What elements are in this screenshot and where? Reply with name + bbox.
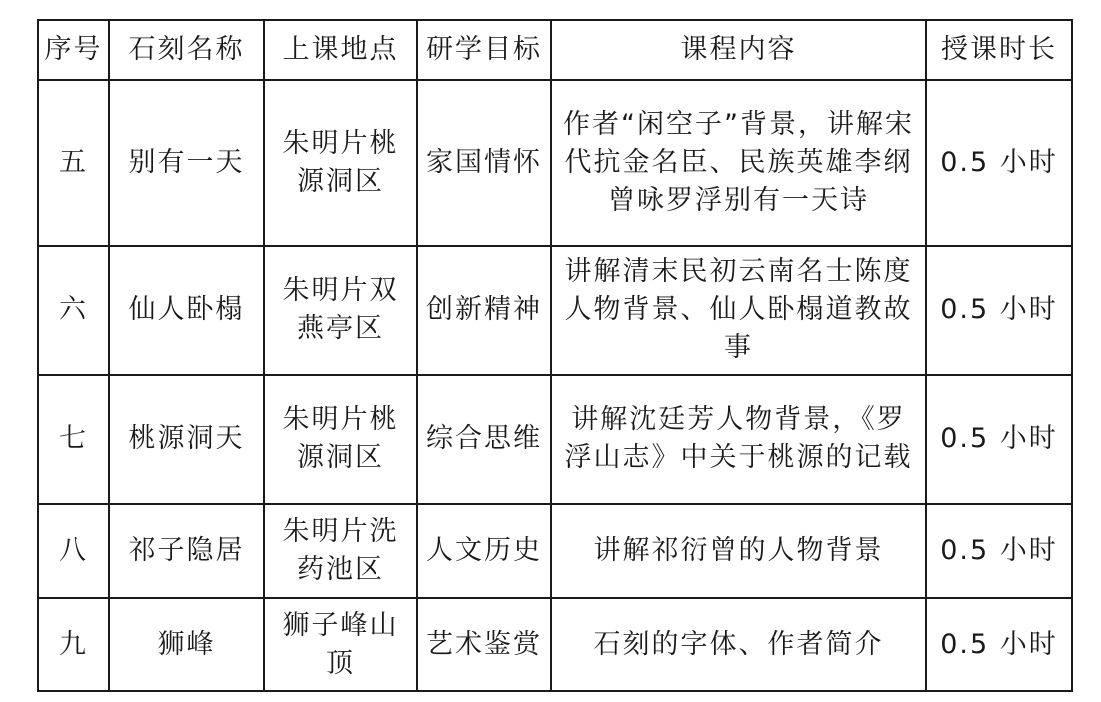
- cell-goal: 家国情怀: [417, 80, 551, 246]
- cell-content: 讲解沈廷芳人物背景，《罗浮山志》中关于桃源的记载: [551, 375, 926, 504]
- cell-duration: 0.5 小时: [926, 246, 1072, 375]
- table-row: [38, 504, 1072, 599]
- cell-name: 别有一天: [109, 80, 264, 246]
- cell-duration: 0.5 小时: [926, 504, 1072, 599]
- header-name: 石刻名称: [109, 20, 264, 80]
- cell-content: 讲解清末民初云南名士陈度人物背景、仙人卧榻道教故事: [551, 246, 926, 375]
- cell-name: 祁子隐居: [109, 504, 264, 599]
- cell-index: 六: [38, 246, 109, 375]
- cell-content: 石刻的字体、作者简介: [551, 598, 926, 691]
- cell-goal: 艺术鉴赏: [417, 598, 551, 691]
- cell-name: 狮峰: [109, 598, 264, 691]
- cell-name: 仙人卧榻: [109, 246, 264, 375]
- cell-location: 朱明片双燕亭区: [264, 246, 417, 375]
- table-row: [38, 80, 1072, 246]
- header-content: 课程内容: [551, 20, 926, 80]
- cell-location: 狮子峰山顶: [264, 598, 417, 691]
- cell-goal: 综合思维: [417, 375, 551, 504]
- header-location: 上课地点: [264, 20, 417, 80]
- cell-index: 八: [38, 504, 109, 599]
- cell-index: 九: [38, 598, 109, 691]
- cell-content: 作者“闲空子”背景，讲解宋代抗金名臣、民族英雄李纲曾咏罗浮别有一天诗: [551, 80, 926, 246]
- table-row: [38, 375, 1072, 504]
- cell-goal: 创新精神: [417, 246, 551, 375]
- table-row: [38, 598, 1072, 691]
- cell-location: 朱明片洗药池区: [264, 504, 417, 599]
- cell-name: 桃源洞天: [109, 375, 264, 504]
- cell-index: 五: [38, 80, 109, 246]
- table-row: [38, 246, 1072, 375]
- cell-duration: 0.5 小时: [926, 375, 1072, 504]
- header-duration: 授课时长: [926, 20, 1072, 80]
- cell-duration: 0.5 小时: [926, 598, 1072, 691]
- cell-content: 讲解祁衍曾的人物背景: [551, 504, 926, 599]
- header-index: 序号: [38, 20, 109, 80]
- course-table: [37, 19, 1073, 692]
- table-header-row: [38, 20, 1072, 80]
- cell-duration: 0.5 小时: [926, 80, 1072, 246]
- cell-location: 朱明片桃源洞区: [264, 375, 417, 504]
- header-goal: 研学目标: [417, 20, 551, 80]
- cell-location: 朱明片桃源洞区: [264, 80, 417, 246]
- cell-index: 七: [38, 375, 109, 504]
- cell-goal: 人文历史: [417, 504, 551, 599]
